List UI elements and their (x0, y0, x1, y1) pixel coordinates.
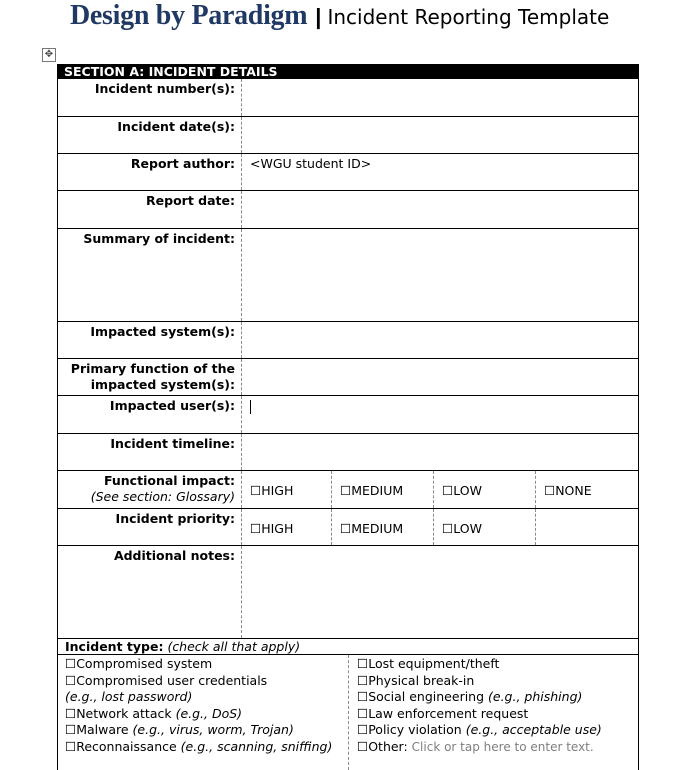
report-date-field[interactable] (242, 191, 638, 228)
row-primary-function (57, 359, 639, 396)
row-incident-timeline (57, 434, 639, 471)
primary-function-label (58, 359, 242, 395)
incident-numbers-field[interactable] (242, 79, 638, 116)
functional-impact-label-text: Functional impact: (103, 473, 235, 488)
incident-priority-medium-checkbox[interactable]: ☐MEDIUM (332, 509, 434, 545)
type-compromised-system-checkbox[interactable]: ☐Compromised system (65, 656, 213, 671)
incident-priority-label: Incident priority: (58, 509, 242, 545)
impacted-systems-field[interactable] (242, 322, 638, 358)
incident-type-left-column (58, 655, 349, 770)
additional-notes-label: Additional notes: (58, 546, 242, 638)
incident-timeline-field[interactable] (242, 434, 638, 470)
type-network-attack-checkbox[interactable]: ☐Network attack (e.g., DoS) (65, 705, 243, 721)
incident-type-right-column (349, 655, 638, 770)
functional-impact-options (242, 471, 638, 508)
report-date-label: Report date: (58, 191, 242, 228)
row-summary (57, 229, 639, 322)
primary-function-label-line2: impacted system(s): (90, 377, 235, 392)
document-header (70, 0, 609, 34)
row-impacted-systems (57, 322, 639, 359)
primary-function-label-line1: Primary function of the (70, 361, 235, 376)
incident-details-table (57, 64, 639, 770)
additional-notes-field[interactable] (242, 546, 638, 638)
incident-type-header (57, 639, 639, 655)
row-impacted-users (57, 396, 639, 434)
incident-priority-high-checkbox[interactable]: ☐HIGH (242, 509, 332, 545)
impacted-systems-label: Impacted system(s): (58, 322, 242, 358)
incident-timeline-label: Incident timeline: (58, 434, 242, 470)
document-title: Incident Reporting Template (327, 5, 610, 29)
incident-dates-field[interactable] (242, 117, 638, 153)
functional-impact-low-checkbox[interactable]: ☐LOW (434, 471, 536, 508)
row-report-date (57, 191, 639, 229)
primary-function-field[interactable] (242, 359, 638, 395)
type-other-text-field[interactable]: Click or tap here to enter text. (411, 739, 594, 754)
row-report-author (57, 154, 639, 191)
impacted-users-field[interactable] (242, 396, 638, 433)
summary-label: Summary of incident: (58, 229, 242, 321)
incident-type-options (57, 655, 639, 770)
brand-logo-text: Design by Paradigm (70, 0, 308, 31)
type-social-engineering-checkbox[interactable]: ☐Social engineering (e.g., phishing) (357, 689, 583, 705)
functional-impact-sublabel: (See section: Glossary) (90, 489, 235, 504)
type-lost-equipment-checkbox[interactable]: ☐Lost equipment/theft (357, 656, 500, 671)
type-compromised-credentials-checkbox[interactable]: ☐Compromised user credentials (65, 672, 268, 688)
section-a-title: SECTION A: INCIDENT DETAILS (57, 64, 639, 79)
row-incident-numbers (57, 79, 639, 117)
row-incident-priority (57, 509, 639, 546)
incident-priority-empty-cell (536, 509, 638, 545)
header-separator: | (315, 4, 322, 29)
functional-impact-medium-checkbox[interactable]: ☐MEDIUM (332, 471, 434, 508)
incident-numbers-label: Incident number(s): (58, 79, 242, 116)
type-malware-checkbox[interactable]: ☐Malware (e.g., virus, worm, Trojan) (65, 722, 294, 738)
functional-impact-none-checkbox[interactable]: ☐NONE (544, 483, 592, 498)
text-cursor (250, 400, 251, 414)
incident-dates-label: Incident date(s): (58, 117, 242, 153)
type-policy-violation-checkbox[interactable]: ☐Policy violation (e.g., acceptable use) (357, 722, 602, 738)
row-additional-notes (57, 546, 639, 639)
incident-priority-options (242, 509, 638, 545)
report-author-field[interactable]: <WGU student ID> (250, 156, 372, 171)
incident-type-label: Incident type: (65, 639, 164, 654)
functional-impact-label (58, 471, 242, 508)
row-functional-impact (57, 471, 639, 509)
functional-impact-high-checkbox[interactable]: ☐HIGH (242, 471, 332, 508)
incident-priority-low-checkbox[interactable]: ☐LOW (434, 509, 536, 545)
type-physical-break-in-checkbox[interactable]: ☐Physical break-in (357, 672, 475, 688)
incident-type-hint: (check all that apply) (167, 639, 301, 654)
type-reconnaissance-checkbox[interactable]: ☐Reconnaissance (e.g., scanning, sniffing) (65, 738, 333, 754)
summary-field[interactable] (242, 229, 638, 321)
type-compromised-credentials-example: (e.g., lost password) (65, 689, 193, 705)
row-incident-dates (57, 117, 639, 154)
type-other-checkbox[interactable]: ☐Other: Click or tap here to enter text. (357, 738, 594, 754)
table-move-handle-icon[interactable]: ✥ (42, 48, 56, 62)
type-law-enforcement-checkbox[interactable]: ☐Law enforcement request (357, 705, 529, 721)
impacted-users-label: Impacted user(s): (58, 396, 242, 433)
report-author-label: Report author: (58, 154, 242, 190)
